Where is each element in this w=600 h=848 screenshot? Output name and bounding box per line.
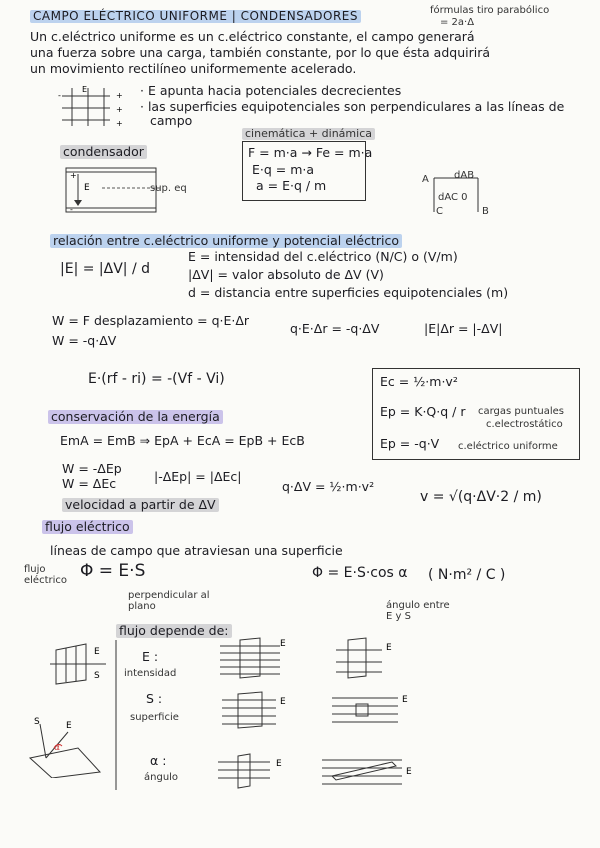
flujo-side-label: flujo eléctrico [24, 564, 68, 586]
bullet-2-cont: campo [150, 113, 193, 128]
flujo-formula-2: Φ = E·S·cos α [312, 565, 408, 581]
svg-text:+: + [116, 91, 123, 100]
flujo-depends-title: flujo depende de: [116, 624, 232, 638]
sup-eq-label: sup. eq [150, 183, 187, 194]
label-dab: dAB [454, 170, 475, 181]
depends-divider [114, 640, 118, 790]
flujo-perp-note: perpendicular al plano [128, 590, 210, 612]
depends-e-label: E : [142, 649, 159, 664]
point-b: B [482, 206, 489, 217]
svg-text:E: E [402, 695, 408, 705]
svg-text:E: E [94, 647, 100, 657]
field-lines-diagram [58, 82, 126, 132]
depends-s-sub: superficie [130, 712, 179, 723]
svg-text:E: E [66, 721, 72, 731]
intro-line-2: una fuerza sobre una carga, también constante, por lo que ésta adquirirá [30, 45, 491, 60]
flujo-formula-1: Φ = E·S [80, 561, 146, 581]
svg-text:E: E [276, 759, 282, 769]
field-sketch-angle-perp [218, 752, 292, 790]
svg-text:+: + [116, 105, 123, 114]
svg-text:S: S [34, 717, 40, 727]
energy-ep-2-note: c.eléctrico uniforme [458, 441, 558, 452]
conservacion-w-1: W = -ΔEp [62, 461, 122, 476]
point-c: C [436, 206, 443, 217]
energy-ep-1-note-2: c.electrostático [486, 419, 563, 430]
conservacion-eq: q·ΔV = ½·m·v² [282, 479, 375, 494]
depends-e-sub: intensidad [124, 668, 177, 679]
energy-ep-1: Ep = K·Q·q / r [380, 404, 466, 419]
work-line-4: |E|Δr = |-ΔV| [424, 321, 503, 336]
svg-text:E: E [84, 183, 90, 193]
relacion-def-2: |ΔV| = valor absoluto de ΔV (V) [188, 267, 384, 282]
svg-text:+: + [70, 171, 77, 180]
field-sketch-surface-small [332, 690, 418, 730]
energy-ec: Ec = ½·m·v² [380, 374, 458, 389]
field-sketch-angle-tilted [322, 752, 422, 790]
conservacion-line-1: EmA = EmB ⇒ EpA + EcA = EpB + EcB [60, 433, 305, 448]
depends-s-label: S : [146, 691, 163, 706]
field-sketch-intensity-dense [220, 636, 290, 680]
flujo-units: ( N·m² / C ) [428, 567, 506, 583]
side-note: fórmulas tiro parabólico [430, 5, 550, 16]
cinematica-title: cinemática + dinámica [242, 128, 375, 140]
work-line-3: q·E·Δr = -q·ΔV [290, 321, 380, 336]
velocidad-formula: v = √(q·ΔV·2 / m) [420, 489, 542, 505]
label-dac: dAC 0 [438, 192, 468, 203]
svg-text:S: S [94, 671, 100, 681]
field-sketch-intensity-sparse [336, 636, 406, 680]
svg-text:E: E [406, 767, 412, 777]
relacion-title: relación entre c.eléctrico uniforme y potencial eléctrico [50, 234, 402, 248]
bullet-2: · las superficies equipotenciales son perpendiculares a las líneas de [140, 99, 565, 114]
relacion-def-3: d = distancia entre superficies equipotenciales (m) [188, 285, 509, 300]
conservacion-title: conservación de la energía [48, 410, 223, 424]
cin-line-2: E·q = m·a [252, 162, 315, 177]
relacion-formula: |E| = |ΔV| / d [60, 261, 151, 277]
svg-text:E: E [82, 85, 88, 94]
intro-line-1: Un c.eléctrico uniforme es un c.eléctrico constante, el campo generará [30, 29, 475, 44]
svg-text:+: + [116, 119, 123, 128]
intro-line-3: un movimiento rectilíneo uniformemente acelerado. [30, 61, 357, 76]
svg-text:E: E [386, 643, 392, 653]
cin-line-3: a = E·q / m [256, 178, 327, 193]
field-sketch-surface-large [222, 690, 292, 730]
energy-ep-1-note: cargas puntuales [478, 406, 564, 417]
work-line-5: E·(rf - ri) = -(Vf - Vi) [88, 371, 225, 387]
condensador-label: condensador [60, 145, 147, 159]
flujo-desc: líneas de campo que atraviesan una superficie [50, 543, 343, 558]
velocidad-label: velocidad a partir de ΔV [62, 498, 219, 512]
energy-ep-2: Ep = -q·V [380, 436, 440, 451]
conservacion-w-2: W = ΔEc [62, 476, 117, 491]
bullet-1: · E apunta hacia potenciales decrecientes [140, 83, 402, 98]
svg-text:E: E [280, 639, 286, 649]
work-line-2: W = -q·ΔV [52, 333, 117, 348]
flujo-title: flujo eléctrico [42, 520, 133, 534]
svg-text:-: - [58, 91, 61, 100]
svg-text:-: - [70, 205, 73, 214]
side-note-2: = 2a·Δ [440, 17, 475, 28]
relacion-def-1: E = intensidad del c.eléctrico (N/C) o (V/m) [188, 249, 458, 264]
flujo-angle-note: ángulo entre E y S [386, 600, 450, 622]
svg-text:E: E [280, 697, 286, 707]
depends-a-label: α : [150, 753, 167, 768]
point-a: A [422, 174, 429, 185]
conservacion-abs: |-ΔEp| = |ΔEc| [154, 469, 242, 484]
depends-a-sub: ángulo [144, 772, 179, 783]
surface-sketch-1 [46, 640, 112, 686]
work-line-1: W = F desplazamiento = q·E·Δr [52, 313, 250, 328]
page-title: CAMPO ELÉCTRICO UNIFORME | CONDENSADORES [30, 10, 361, 23]
cin-line-1: F = m·a → Fe = m·a [248, 145, 373, 160]
surface-sketch-2 [26, 712, 106, 778]
svg-text:α: α [54, 743, 60, 753]
